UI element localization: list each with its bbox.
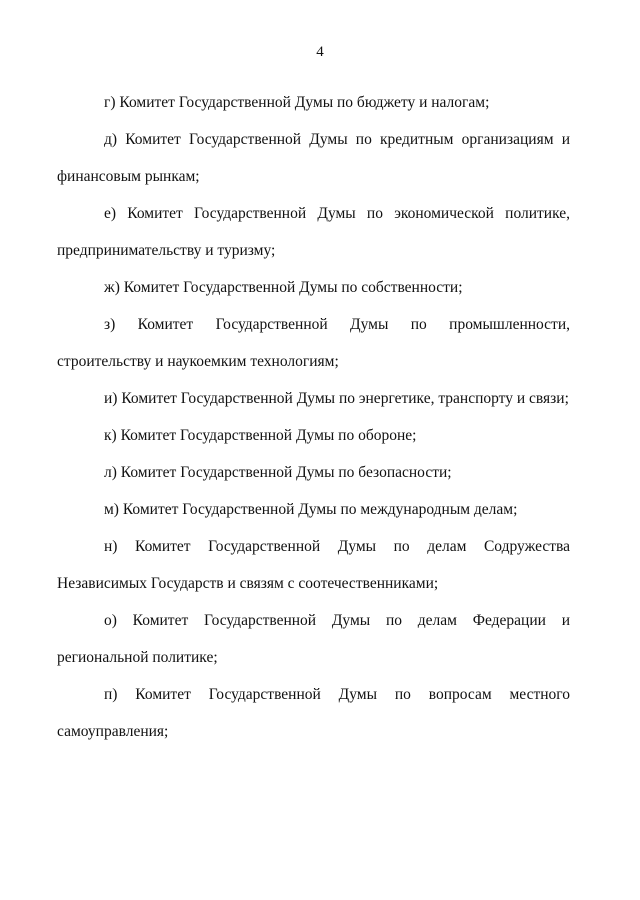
list-item: к) Комитет Государственной Думы по обороне; [104, 427, 417, 444]
list-item: о) Комитет Государственной Думы по делам Федерации и региональной политике; [57, 612, 570, 666]
list-item: д) Комитет Государственной Думы по кредитным организациям и финансовым рынкам; [57, 131, 570, 185]
list-item: м) Комитет Государственной Думы по международным делам; [104, 501, 518, 518]
list-item: л) Комитет Государственной Думы по безопасности; [104, 464, 452, 481]
list-item: н) Комитет Государственной Думы по делам Содружества Независимых Государств и связям с соотечественниками; [57, 538, 570, 592]
list-item: е) Комитет Государственной Думы по экономической политике, предпринимательству и туризму; [57, 205, 570, 259]
list-item: з) Комитет Государственной Думы по промышленности, строительству и наукоемким технологиям; [57, 316, 570, 370]
list-item: п) Комитет Государственной Думы по вопросам местного самоуправления; [57, 686, 570, 740]
list-item: и) Комитет Государственной Думы по энергетике, транспорту и связи; [104, 390, 569, 407]
page-number: 4 [316, 44, 324, 60]
committee-list [57, 84, 570, 750]
list-item: г) Комитет Государственной Думы по бюджету и налогам; [104, 94, 490, 111]
list-item: ж) Комитет Государственной Думы по собственности; [104, 279, 463, 296]
